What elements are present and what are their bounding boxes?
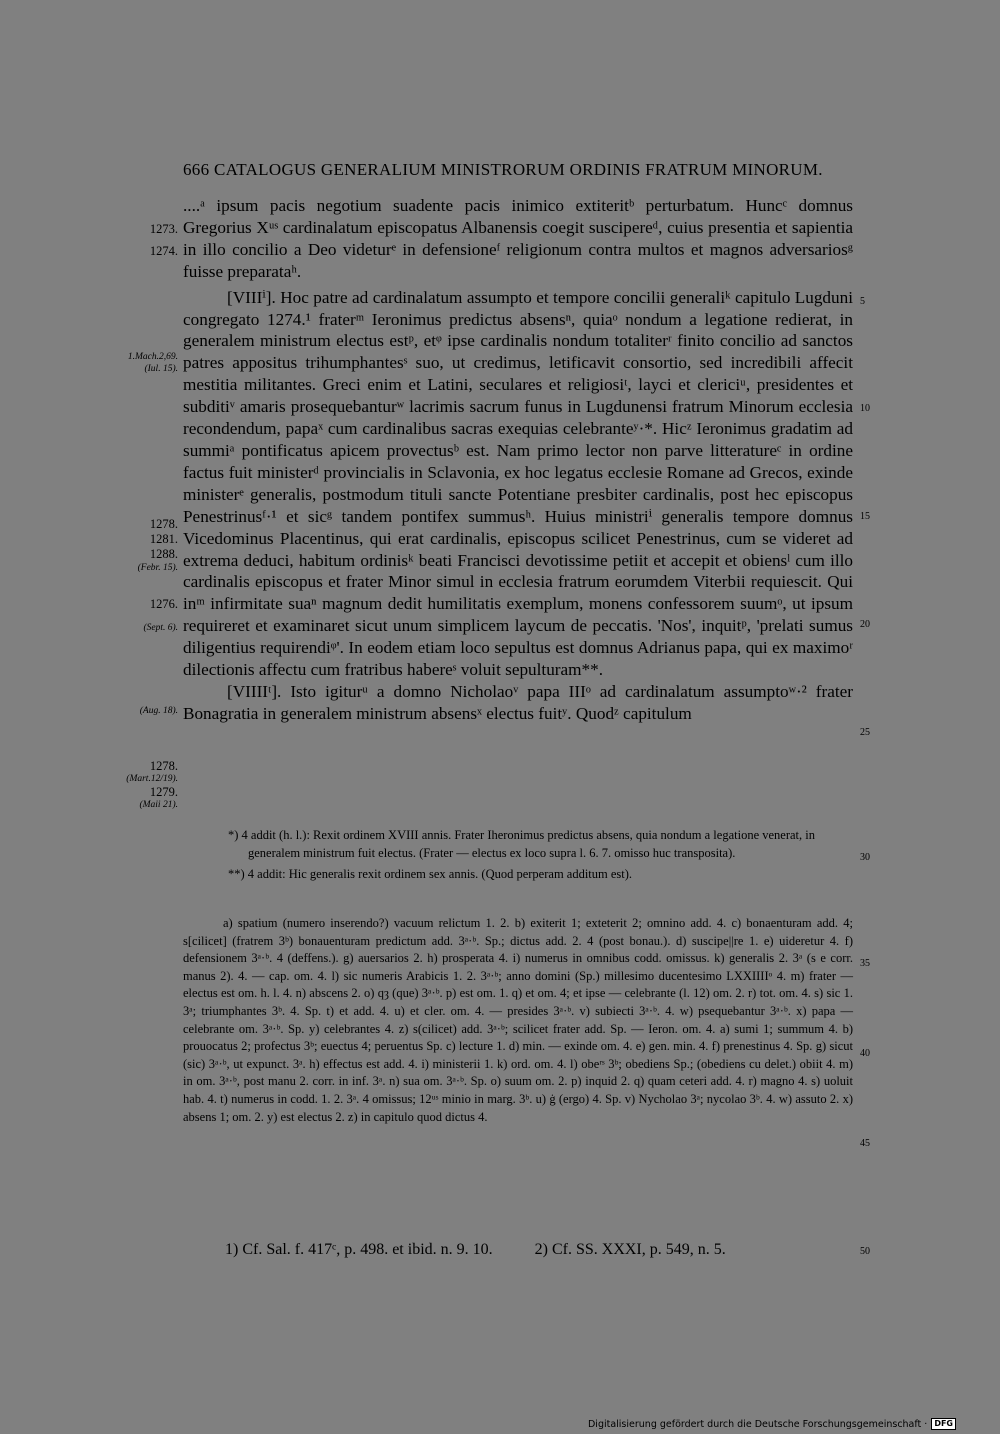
starred-notes: [228, 826, 850, 886]
paragraph-2: [VIIIⁱ]. Hoc patre ad cardinalatum assumpto et tempore concilii generaliᵏ capitulo Lugduni congregato 1274.¹ fraterᵐ Ieronimus predictus absensⁿ, quiaᵒ nondum a legatione redierat, in generalem ministrum electus estᵖ, etᵠ ipse cardinalis nondum totaliterʳ finito concilio ad sanctos patres appositus trihumphantesˢ suo, ut credimus, letificavit consortio, sed incredibili affecit mestitia militantes. Greci enim et Latini, seculares et religiosiᵗ, layci et clericiᵘ, presidentes et subditiᵛ amaris prosequebanturʷ lacrimis sacrum funus in Lugdunensi fratrum Minorum ecclesia recondendum, papaˣ cum cardinalibus sacras exequias celebranteʸ·*. Hicᶻ Ieronimus gradatim ad summiᵃ pontificatus apicem provectusᵇ est. Nam primo lector non parve litteratureᶜ in ordine factus fuit ministerᵈ provincialis in Sclavonia, ex hoc legatus ecclesie Romane ad Grecos, exinde ministerᵉ generalis, postmodum tituli sancte Potentiane presbiter cardinalis, post hec episcopus Penestrinusᶠ·¹ et sicᵍ tandem pontifex summusʰ. Huius ministriⁱ generalis tempore domnus Vicedominus Placentinus, qui erat cardinalis, episcopus scilicet Penestrinus, cum se videret ad extrema deduci, habitum ordinisᵏ beati Francisci devotissime petiit et accepit et obiensˡ cum illo cardinalis episcopus et frater Minor simul in ecclesia fratrum eorumdem Viterbii requiescit. Qui inᵐ infirmitate suaⁿ magnum dedit humilitatis exemplum, monens confessorem suumᵒ, ut ipsum requireret et examinaret sicut unum simplicem laycum de peccatis. 'Nos', inquitᵖ, 'prelati sumus diligentius requirendiᵠ'. In eodem etiam loco sepultus est domnus Adrianus papa, qui ex maximoʳ dilectionis affectu cum fratribus habereˢ voluit sepulturam**.: [183, 287, 853, 680]
apparatus-text: a) spatium (numero inserendo?) vacuum relictum 1. 2. b) exiterit 1; exteterit 2; omnino add. 4. c) bonaenturam add. 4; s[cilicet] (fratrem 3ᵇ) bonauenturam predictum add. 3ᵃ·ᵇ. Sp.; dictus add. 2. 4 (post bonau.). d) suscipe||re 1. e) uideretur 4. f) defensionem 3ᵃ·ᵇ. 4 (deffens.). g) auersarios 2. h) prosperata 4. i) numerus in omnibus codd. omissus. k) generalis 2. 3ᵃ (s e corr. manus 2). 4. — cap. om. 4. l) sic numeris Arabicis 1. 2. 3ᵃ·ᵇ; anno domini (Sp.) millesimo ducentesimo LXXIIIIᵒ 4. m) frater — electus est om. h. l. 4. n) abscens 2. o) qȝ (que) 3ᵃ·ᵇ. p) est om. 1. q) et om. 4; et ipse — celebrante (l. 12) om. 2. r) tot. om. 4. s) sic 1. 3ᵃ; triumphantes 3ᵇ. 4. Sp. t) et add. 4. u) et cler. om. 4. — presides 3ᵃ·ᵇ. v) subiecti 3ᵃ·ᵇ. 4. w) psequebantur 3ᵃ·ᵇ. x) papa — celebrante om. 3ᵃ·ᵇ. Sp. y) celebrantes 4. z) s(cilicet) add. 3ᵃ·ᵇ; scilicet frater add. Sp. — Ieron. om. 4. a) sumi 1; summum 4. b) prouocatus 2; profectus 3ᵇ; euectus 4; peruentus Sp. c) lecture 1. d) min. — exinde om. 4. e) gen. min. 4. f) prenestinus 4. Sp. g) sicut (sic) 3ᵃ·ᵇ, ut expunct. 3ᵃ. h) effectus est add. 4. i) ministerii 1. k) ord. om. 4. l) obeʳˢ 3ᵇ; obediens Sp.; (obediens cu delet.) obiit 4. m) in om. 3ᵃ·ᵇ, post manu 2. corr. in inf. 3ᵃ. n) sua om. 3ᵃ·ᵇ. Sp. o) suum om. 2. p) inquid 2. q) quam ceteri add. 4. r) magno 4. s) uoluit hab. 4. t) numerus in codd. 1. 2. 3ᵃ. 4 omissus; 12ᵘˢ minio in marg. 3ᵇ. u) ġ (ergo) 4. Sp. v) Nycholao 3ᵃ; nycolao 3ᵇ. 4. w) assuto 2. x) absens 1; om. 2. y) est electus 2. z) in capitulo quod dictus 4.: [183, 916, 853, 1124]
margin-date: 1278.: [149, 759, 178, 773]
starred-note: *) 4 addit (h. l.): Rexit ordinem XVIII annis. Frater Iheronimus predictus absens, quia nondum a legatione venerat, in generalem ministrum fuit electus. (Frater — electus ex loco supra l. 6. 7. omisso huc transposita).: [228, 828, 815, 860]
digitization-credit: [588, 1418, 956, 1430]
line-number: 5: [860, 296, 865, 307]
margin-reference: (Aug. 18).: [139, 706, 178, 716]
footnote: 1) Cf. Sal. f. 417ᶜ, p. 498. et ibid. n. 9. 10.: [225, 1241, 493, 1258]
line-number: 15: [860, 511, 870, 522]
margin-reference: (Mart.12/19).: [126, 774, 178, 784]
margin-date: 1274.: [149, 244, 178, 258]
footnotes: [225, 1241, 764, 1259]
main-text: [183, 195, 853, 725]
paragraph-3: [VIIIIᵗ]. Isto igiturᵘ a domno Nicholaoᵛ papa IIIᵒ ad cardinalatum assumptoʷ·² frater Bonagratia in generalem ministrum absensˣ electus fuitʸ. Quodᶻ capitulum: [183, 681, 853, 723]
starred-note: **) 4 addit: Hic generalis rexit ordinem sex annis. (Quod perperam additum est).: [228, 867, 633, 881]
line-number: 20: [860, 619, 870, 630]
margin-date: 1273.: [149, 222, 178, 236]
line-number: 25: [860, 727, 870, 738]
line-number: 30: [860, 852, 870, 863]
line-number: 40: [860, 1048, 870, 1059]
margin-date: 1288.: [149, 547, 178, 561]
line-number: 35: [860, 958, 870, 969]
margin-date: 1281.: [149, 532, 178, 546]
margin-date: 1276.: [149, 597, 178, 611]
line-number: 10: [860, 403, 870, 414]
line-number: 45: [860, 1138, 870, 1149]
margin-reference: (Iul. 15).: [144, 364, 178, 374]
margin-date: 1279.: [149, 785, 178, 799]
page-header: 666 CATALOGUS GENERALIUM MINISTRORUM ORDINIS FRATRUM MINORUM.: [183, 160, 823, 179]
credit-text: Digitalisierung gefördert durch die Deutsche Forschungsgemeinschaft ·: [587, 1418, 928, 1430]
line-number: 50: [860, 1246, 870, 1257]
paragraph-1: ....ᵃ ipsum pacis negotium suadente pacis inimico extiteritᵇ perturbatum. Huncᶜ domnus Gregorius Xᵘˢ cardinalatum episcopatus Albanensis coegit suscipereᵈ, cuius presentia et sapientia in illo concilio a Deo videturᵉ in defensioneᶠ religionum contra multos et magnos adversariosᵍ fuisse preparataʰ.: [183, 196, 853, 281]
margin-date: 1278.: [149, 517, 178, 531]
margin-reference: (Sept. 6).: [143, 623, 178, 633]
dfg-logo: DFG: [931, 1418, 956, 1430]
margin-reference: (Febr. 15).: [137, 563, 178, 573]
critical-apparatus: [183, 915, 853, 1126]
footnote: 2) Cf. SS. XXXI, p. 549, n. 5.: [534, 1241, 726, 1258]
margin-reference: 1.Mach.2,69.: [127, 352, 178, 362]
margin-reference: (Maii 21).: [139, 800, 178, 810]
